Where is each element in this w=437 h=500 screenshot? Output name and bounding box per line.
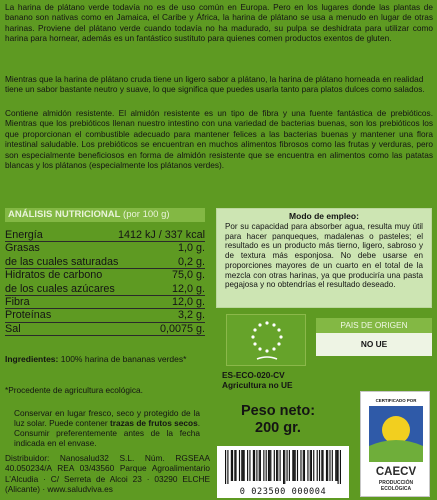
net-weight [228,403,328,437]
nutrition-value: 12,0 g. [171,282,205,295]
nutrition-value: 0,0075 g. [159,322,205,335]
barcode-bar [297,450,298,481]
barcode-bar [327,450,328,481]
barcode-bar [326,450,327,481]
eco-certification-code [222,370,293,391]
barcode-bar [295,450,296,481]
caecv-sub-line: ECOLÓGICA [380,485,412,492]
barcode-bar [329,450,330,481]
caecv-name: CAECV [375,466,417,478]
barcode-bar [225,450,226,484]
origin-label: PAIS DE ORIGEN [316,318,432,333]
nutrition-label: Proteínas [5,309,52,322]
barcode-bar [274,450,275,481]
nutrition-value: 1412 kJ / 337 kcal [117,229,205,241]
barcode-bar [283,450,284,484]
barcode-bar [263,450,264,481]
net-weight-label: Peso neto: [240,403,316,419]
barcode-bar [322,450,323,481]
nutrition-value: 1,0 g. [177,242,205,255]
nutrition-header [5,208,205,222]
barcode-bar [289,450,290,481]
caecv-sub-line: PRODUCCIÓN [378,480,414,486]
nutrition-label: Hidratos de carbono [5,269,103,282]
usage-text: Por su capacidad para absorber agua, resulta muy útil para hacer panqueques, madalenas o pasteles; el resultado es un producto más tierno, ligero, sabroso y de textura más esponjosa. No debe usarse en proporciones mayores de un cuarto en el total de la mezcla con otras harinas, ya que produciría una pasta pegajosa y no obtendrías el resultado deseado. [225,222,423,290]
nutrition-value: 75,0 g. [171,269,205,282]
barcode-bar [244,450,245,481]
barcode-bar [311,450,312,481]
nutrition-row-salt [5,323,205,336]
origin-value: NO UE [316,333,432,356]
nutrition-value: 3,2 g. [177,309,205,322]
barcode-bar [336,450,337,481]
barcode-bar [268,450,269,481]
barcode-bar [300,450,301,481]
nutrition-label: de las cuales saturadas [5,255,119,268]
nutrition-label: de los cuales azúcares [5,282,115,295]
eco-code-line: ES-ECO-020-CV [222,370,285,380]
barcode-bar [310,450,311,481]
usage-title: Modo de empleo: [289,211,359,221]
origin-badge [316,318,432,356]
nutrition-value: 0,2 g. [177,255,205,268]
barcode-bar [292,450,293,481]
barcode-bar [266,450,267,481]
barcode-bar [304,450,305,481]
distributor-info: Distribuidor: Nanosalud32 S.L. Núm. RGSEAA 40.050234/A REA 03/43560 Parque Agroalimentario L’Alcudia · C/ Serreta de Alcoi 23 · 03290 ELCHE (Alicante) · www.saludviva.es [5,453,210,495]
barcode-bar [340,450,341,484]
barcode-bar [239,450,240,481]
barcode-bar [284,450,285,484]
nutrition-row-sugars [5,283,205,296]
nutrition-label: Energía [5,229,43,241]
allergen-warning: trazas de frutos secos [110,418,198,428]
barcode-bar [321,450,322,481]
barcode-bar [319,450,320,481]
barcode-bar [307,450,308,481]
barcode-bars [225,450,341,484]
barcode-bar [303,450,304,481]
nutrition-row-energy [5,229,205,242]
intro-paragraph-1: La harina de plátano verde todavía no es de uso común en Europa. Pero en los lugares donde las plantas de banano son nativas como en Jamaica, el Caribe y África, la harina de plátano se usa a menudo en lugar de otras harinas. Proviene del plátano verde cuando todavía no ha madurado, su pulpa se deshidrata para utilizar como harina para hornear, además es un fantástico sustituto para quienes comen productos exentos de gluten. [5,2,433,44]
nutrition-row-carbs [5,269,205,282]
nutrition-row-fat [5,242,205,255]
barcode-bar [259,450,260,481]
intro-paragraph-2: Mientras que la harina de plátano cruda tiene un ligero sabor a plátano, la harina de plátano horneada en realidad tiene un sabor bastante neutro y suave, lo que significa que puedes usarla tanto para platos dulces como salados. [5,74,425,95]
nutrition-label: Grasas [5,242,40,255]
storage-text: Conservar en lugar fresco, seco y protegido de la luz solar. Puede contener [14,408,200,428]
ingredients-text: 100% harina de bananas verdes* [58,354,187,364]
caecv-certification-logo [360,391,430,497]
barcode-bar [313,450,314,481]
barcode-bar [293,450,294,481]
nutrition-row-protein [5,309,205,322]
nutrition-value: 12,0 g. [171,295,205,308]
barcode [217,446,349,498]
nutrition-label: Sal [5,322,21,335]
barcode-bar [249,450,250,481]
nutrition-header-unit: (por 100 g) [120,209,170,220]
barcode-bar [227,450,228,484]
nutrition-table [5,229,205,336]
caecv-top-text: CERTIFICADO POR [375,398,417,403]
net-weight-value: 200 gr. [255,420,301,436]
eco-origin-line: Agricultura no UE [222,380,293,391]
barcode-bar [280,450,281,481]
usage-box [216,208,432,308]
eu-leaf-icon [227,315,307,367]
barcode-bar [241,450,242,481]
intro-paragraph-3: Contiene almidón resistente. El almidón resistente es un tipo de fibra y una fuente fantástica de prebióticos. Mientras que los prebióticos llenan nuestro intestino con una variedad de bacterias buenas, son los prebióticos los que proporcionan el combustible adecuado para mantener felices a las bacterias buenas y mantener una flora intestinal saludable. Los prebióticos se encuentran en muchos alimentos fibrosos como las frutas y verduras, pero son especialmente beneficiosos en forma de almidón resistente que se encuentra en alimentos como las patatas blancas y los plátanos (especialmente los plátanos verdes). [5,108,433,171]
eu-organic-leaf-logo [226,314,306,366]
barcode-bar [260,450,261,481]
barcode-bar [242,450,243,481]
barcode-bar [277,450,278,481]
nutrition-row-saturated [5,256,205,269]
barcode-digits: 0 023500 000004 [239,487,327,497]
barcode-bar [256,450,257,481]
nutrition-row-fiber [5,296,205,309]
barcode-bar [335,450,336,481]
barcode-bar [254,450,255,481]
barcode-bar [269,450,270,481]
storage-text-end: . Consumir preferentemente antes de la fecha indicada en el envase. [14,418,200,448]
barcode-bar [276,450,277,481]
barcode-bar [270,450,271,481]
barcode-bar [247,450,248,481]
caecv-subtitle [361,481,431,493]
barcode-bar [235,450,236,481]
storage-instructions [14,408,200,448]
barcode-bar [317,450,318,481]
barcode-bar [332,450,333,481]
ingredients-label: Ingredientes: [5,354,59,364]
barcode-bar [338,450,339,484]
barcode-bar [232,450,233,481]
barcode-bar [234,450,235,481]
caecv-emblem-icon [369,406,423,462]
barcode-bar [286,450,287,481]
barcode-bar [231,450,232,481]
nutrition-header-title: ANÁLISIS NUTRICIONAL [8,209,121,220]
barcode-bar [253,450,254,481]
ingredients [5,353,205,365]
organic-note: *Procedente de agricultura ecológica. [5,385,143,395]
nutrition-label: Fibra [5,295,30,308]
